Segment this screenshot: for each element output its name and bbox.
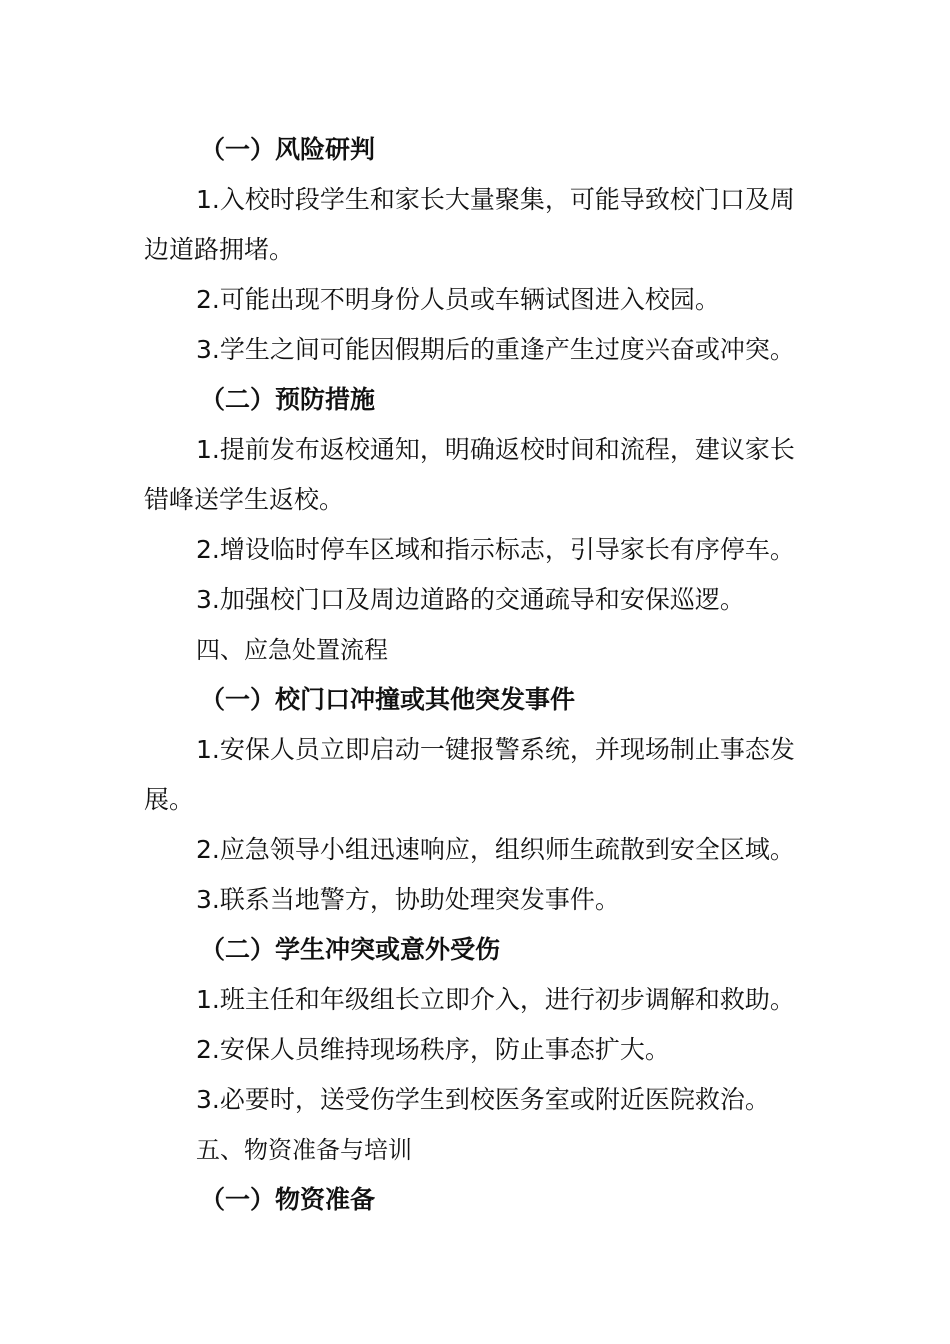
paragraph-line: 1.提前发布返校通知，明确返校时间和流程，建议家长 bbox=[196, 435, 795, 464]
paragraph-line: 错峰送学生返校。 bbox=[144, 485, 345, 514]
subheading-student-conflict: （二）学生冲突或意外受伤 bbox=[200, 935, 501, 964]
paragraph-line: 1.入校时段学生和家长大量聚集，可能导致校门口及周 bbox=[196, 185, 795, 214]
paragraph-line: 2.增设临时停车区域和指示标志，引导家长有序停车。 bbox=[196, 535, 795, 564]
paragraph-line: 展。 bbox=[144, 785, 195, 814]
paragraph-line: 1.班主任和年级组长立即介入，进行初步调解和救助。 bbox=[196, 985, 795, 1014]
paragraph-line: 1.安保人员立即启动一键报警系统，并现场制止事态发 bbox=[196, 735, 795, 764]
subheading-gate-incident: （一）校门口冲撞或其他突发事件 bbox=[200, 685, 576, 714]
paragraph-line: 2.可能出现不明身份人员或车辆试图进入校园。 bbox=[196, 285, 720, 314]
subheading-risk-assessment: （一）风险研判 bbox=[200, 135, 376, 164]
subheading-prevention: （二）预防措施 bbox=[200, 385, 376, 414]
paragraph-line: 3.联系当地警方，协助处理突发事件。 bbox=[196, 885, 620, 914]
subheading-supplies: （一）物资准备 bbox=[200, 1185, 376, 1214]
paragraph-line: 3.必要时，送受伤学生到校医务室或附近医院救治。 bbox=[196, 1085, 770, 1114]
section-heading-supplies-training: 五、物资准备与培训 bbox=[196, 1136, 412, 1164]
paragraph-line: 3.加强校门口及周边道路的交通疏导和安保巡逻。 bbox=[196, 585, 745, 614]
paragraph-line: 2.安保人员维持现场秩序，防止事态扩大。 bbox=[196, 1035, 670, 1064]
paragraph-line: 2.应急领导小组迅速响应，组织师生疏散到安全区域。 bbox=[196, 835, 795, 864]
section-heading-emergency: 四、应急处置流程 bbox=[196, 636, 388, 664]
paragraph-line: 边道路拥堵。 bbox=[144, 235, 295, 264]
paragraph-line: 3.学生之间可能因假期后的重逢产生过度兴奋或冲突。 bbox=[196, 335, 795, 364]
